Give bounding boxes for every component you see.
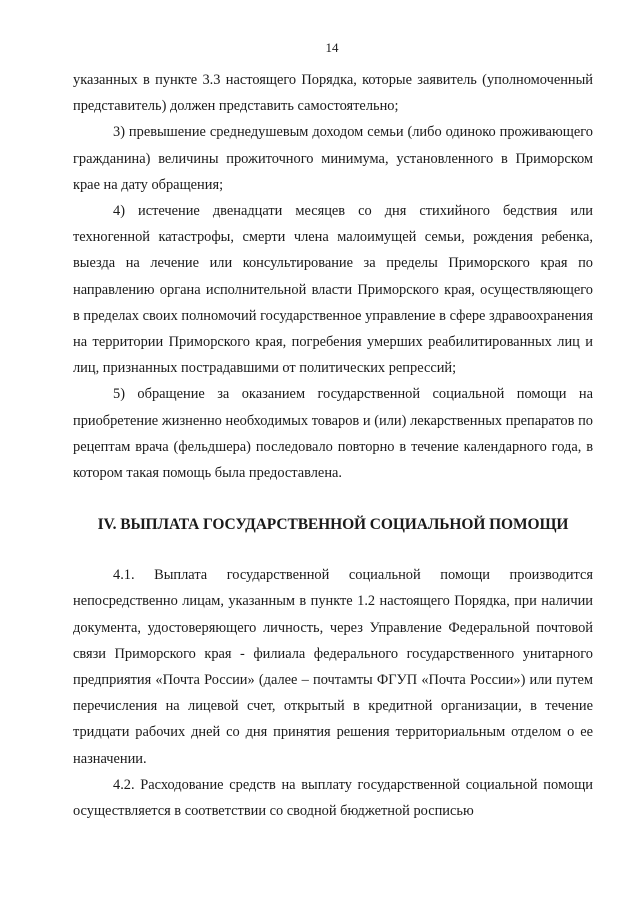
paragraph-item-5: 5) обращение за оказанием государственной социальной помощи на приобретение жизненно необходимых товаров и (или) лекарственных препаратов по рецептам врача (фельдшера) последовало повторно в течение календарного года, в котором такая помощь была предоставлена.	[73, 386, 593, 482]
paragraph-item-4: 4) истечение двенадцати месяцев со дня стихийного бедствия или техногенной катастрофы, смерти члена малоимущей семьи, рождения ребенка, выезда на лечение или консультирование за пределы Приморского края по направлению органа исполнительной власти Приморского края, осуществляющего в пределах своих полномочий государственное управление в сфере здравоохранения на территории Приморского края, погребения умерших реабилитированных лиц и лиц, признанных пострадавшими от политических репрессий;	[73, 203, 593, 377]
section-heading: IV. ВЫПЛАТА ГОСУДАРСТВЕННОЙ СОЦИАЛЬНОЙ ПОМОЩИ	[97, 516, 569, 534]
paragraph-continuation: указанных в пункте 3.3 настоящего Порядка, которые заявитель (уполномоченный представитель) должен представить самостоятельно;	[73, 72, 593, 115]
page-number: 14	[325, 40, 339, 55]
paragraph-4-1: 4.1. Выплата государственной социальной помощи производится непосредственно лицам, указанным в пункте 1.2 настоящего Порядка, при наличии документа, удостоверяющего личность, через Управление Федеральной почтовой связи Приморского края - филиала федерального государственного унитарного предприятия «Почта России» (далее – почтамты ФГУП «Почта России») или путем перечисления на лицевой счет, открытый в кредитной организации, в течение тридцати рабочих дней со дня принятия решения территориальным отделом о ее назначении.	[73, 567, 593, 767]
paragraph-item-3: 3) превышение среднедушевым доходом семьи (либо одиноко проживающего гражданина) величины прожиточного минимума, установленного в Приморском крае на дату обращения;	[73, 124, 593, 193]
paragraph-4-2: 4.2. Расходование средств на выплату государственной социальной помощи осуществляется в соответствии со сводной бюджетной росписью	[73, 776, 593, 820]
document-body	[73, 67, 593, 824]
